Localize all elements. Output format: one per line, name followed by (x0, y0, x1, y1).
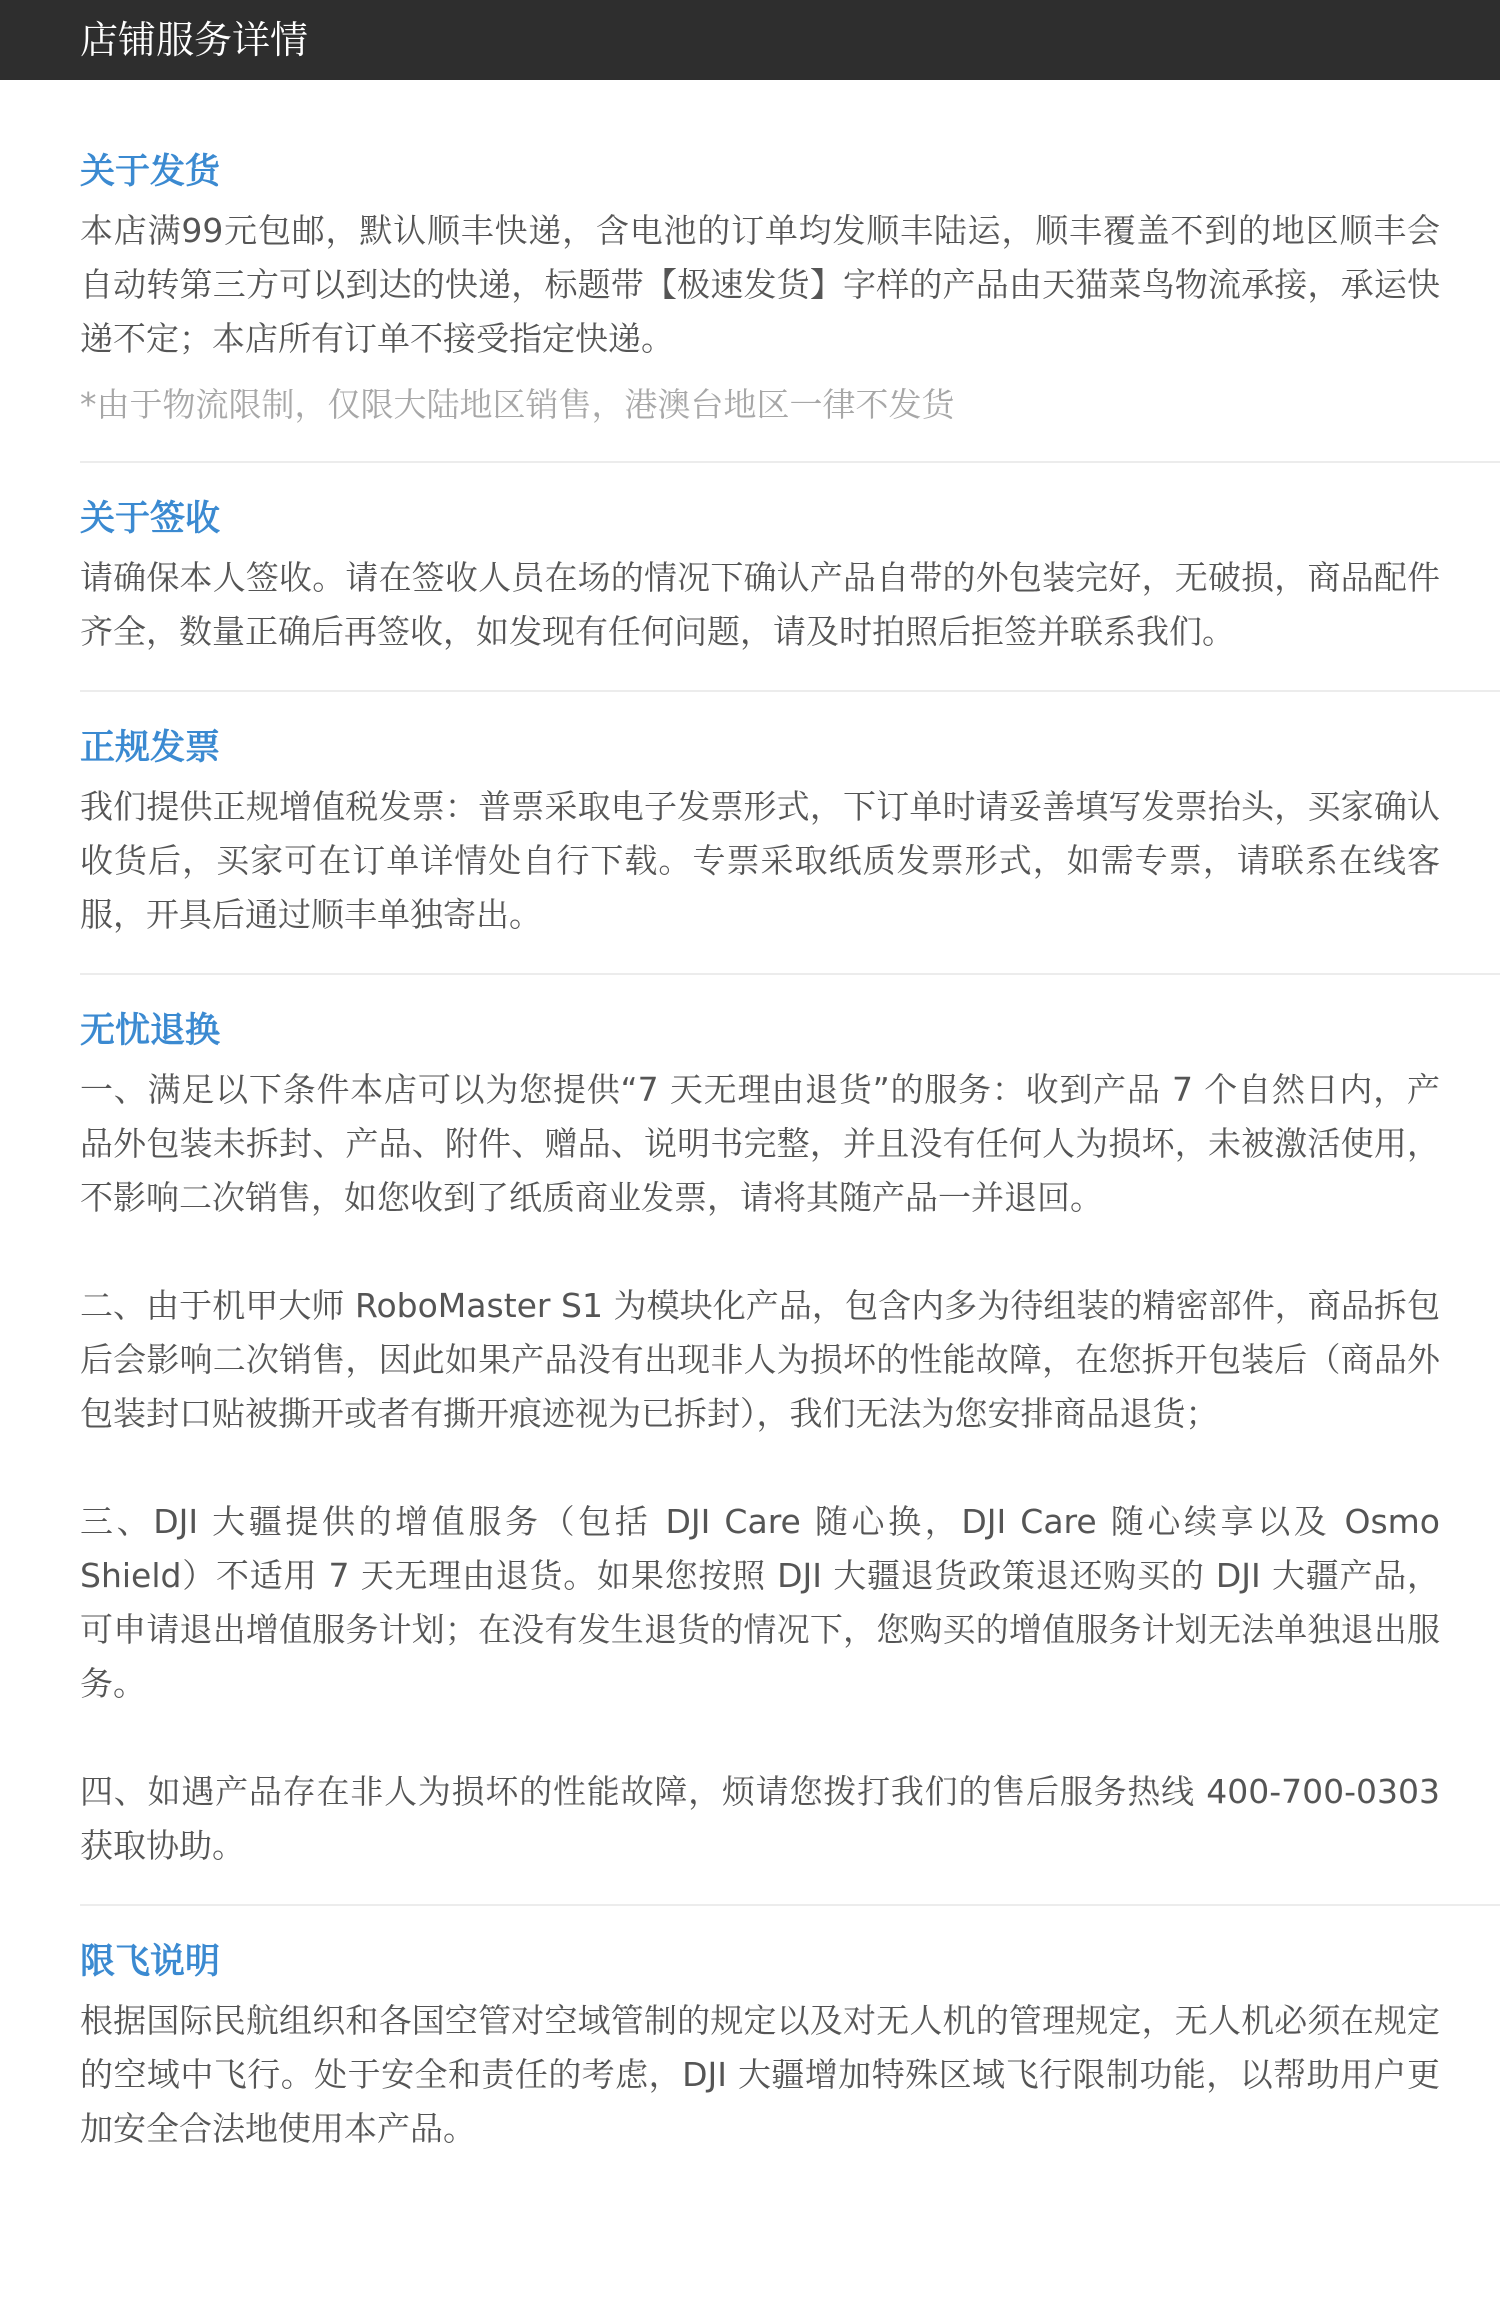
section-paragraph: 三、DJI 大疆提供的增值服务（包括 DJI Care 随心换，DJI Care 随心续享以及 Osmo Shield）不适用 7 天无理由退货。如果您按照 DJI 大疆退货政策退还购买的 DJI 大疆产品，可申请退出增值服务计划；在没有发生退货的情况下，您购买的增值服务计划无法单独退出服务。 (80, 1502, 1440, 1703)
section-paragraph: 我们提供正规增值税发票：普票采取电子发票形式，下订单时请妥善填写发票抬头，买家确认收货后，买家可在订单详情处自行下载。专票采取纸质发票形式，如需专票，请联系在线客服，开具后通过顺丰单独寄出。 (80, 787, 1440, 934)
section-paragraph: 一、满足以下条件本店可以为您提供“7 天无理由退货”的服务：收到产品 7 个自然日内，产品外包装未拆封、产品、附件、赠品、说明书完整，并且没有任何人为损坏，未被激活使用，不影响二次销售，如您收到了纸质商业发票，请将其随产品一并退回。 (80, 1070, 1440, 1217)
section-shipping (80, 80, 1500, 463)
section-invoice (80, 692, 1500, 975)
section-paragraph: 二、由于机甲大师 RoboMaster S1 为模块化产品，包含内多为待组装的精密部件，商品拆包后会影响二次销售，因此如果产品没有出现非人为损坏的性能故障，在您拆开包装后（商品外包装封口贴被撕开或者有撕开痕迹视为已拆封），我们无法为您安排商品退货； (80, 1286, 1440, 1433)
page-title: 店铺服务详情 (80, 18, 309, 62)
section-returns (80, 975, 1500, 1906)
section-title: 关于发货 (80, 152, 221, 192)
header-bar (0, 0, 1500, 80)
section-title: 限飞说明 (80, 1942, 221, 1982)
section-paragraph: 四、如遇产品存在非人为损坏的性能故障，烦请您拨打我们的售后服务热线 400-700-0303 获取协助。 (80, 1772, 1440, 1865)
section-paragraph: 根据国际民航组织和各国空管对空域管制的规定以及对无人机的管理规定，无人机必须在规定的空域中飞行。处于安全和责任的考虑，DJI 大疆增加特殊区域飞行限制功能，以帮助用户更加安全合法地使用本产品。 (80, 2001, 1440, 2148)
section-title: 无忧退换 (80, 1011, 221, 1051)
section-no-fly (80, 1906, 1500, 2156)
section-paragraph: 请确保本人签收。请在签收人员在场的情况下确认产品自带的外包装完好，无破损，商品配件齐全，数量正确后再签收，如发现有任何问题，请及时拍照后拒签并联系我们。 (80, 558, 1440, 651)
section-paragraph: 本店满99元包邮，默认顺丰快递，含电池的订单均发顺丰陆运，顺丰覆盖不到的地区顺丰会自动转第三方可以到达的快递，标题带【极速发货】字样的产品由天猫菜鸟物流承接，承运快递不定；本店所有订单不接受指定快递。 (80, 211, 1440, 358)
section-title: 正规发票 (80, 728, 221, 768)
section-note: *由于物流限制，仅限大陆地区销售，港澳台地区一律不发货 (80, 385, 955, 424)
section-title: 关于签收 (80, 499, 221, 539)
section-signing (80, 463, 1500, 692)
service-details-content (0, 80, 1500, 2156)
